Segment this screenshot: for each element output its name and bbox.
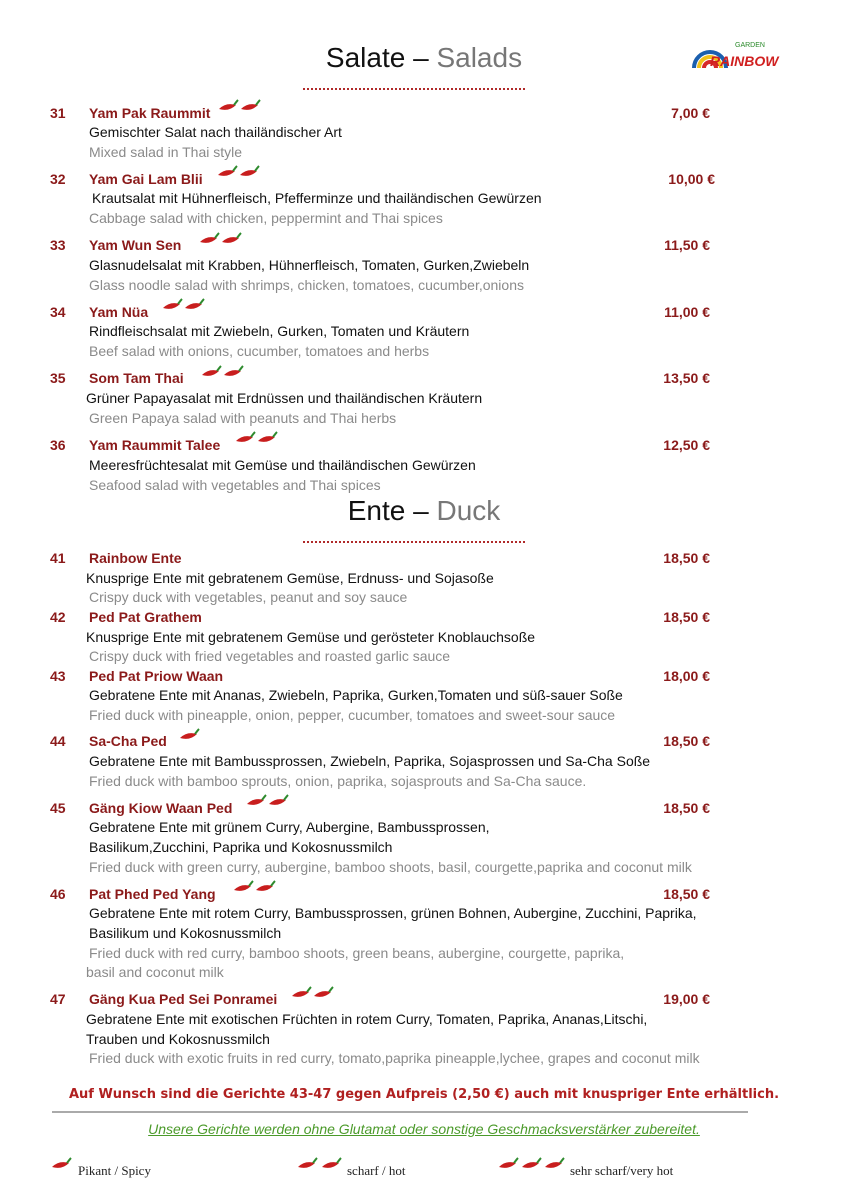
- item-name: Yam Wun Sen: [89, 237, 182, 253]
- item-desc-en: Mixed salad in Thai style: [89, 144, 243, 160]
- chili-icon: [232, 880, 254, 894]
- item-desc-en: basil and coconut milk: [86, 964, 224, 980]
- chili-icon: [198, 232, 220, 246]
- logo-small-text: GARDEN: [735, 42, 765, 49]
- chili-icon: [267, 794, 289, 808]
- item-desc-en: Fried duck with green curry, aubergine, bamboo shoots, basil, courgette,paprika and coconut milk: [89, 859, 692, 875]
- item-name: Ped Pat Grathem: [89, 609, 202, 625]
- item-desc-de: Glasnudelsalat mit Krabben, Hühnerfleisch, Tomaten, Gurken,Zwiebeln: [89, 257, 530, 273]
- chili-icon: [216, 165, 238, 179]
- item-desc-de: Rindfleischsalat mit Zwiebeln, Gurken, Tomaten und Kräutern: [89, 323, 470, 339]
- item-desc-en: Cabbage salad with chicken, peppermint and Thai spices: [89, 210, 443, 226]
- item-name: Gäng Kiow Waan Ped: [89, 800, 233, 816]
- item-desc-de: Gebratene Ente mit Bambussprossen, Zwiebeln, Paprika, Sojasprossen und Sa-Cha Soße: [89, 753, 651, 769]
- item-name: Yam Nüa: [89, 304, 149, 320]
- item-number: 34: [50, 304, 66, 320]
- item-desc-de: Grüner Papayasalat mit Erdnüssen und thailändischen Kräutern: [86, 390, 483, 406]
- chili-icon: [296, 1157, 318, 1171]
- chili-icon: [245, 794, 267, 808]
- item-price: 7,00 €: [671, 105, 710, 121]
- chili-icon: [312, 986, 334, 1000]
- logo-main-text: RAINBOW: [710, 53, 779, 69]
- item-desc-de: Basilikum,Zucchini, Paprika und Kokosnussmilch: [89, 839, 393, 855]
- item-desc-en: Green Papaya salad with peanuts and Thai herbs: [89, 410, 397, 426]
- item-name: Rainbow Ente: [89, 550, 182, 566]
- item-number: 45: [50, 800, 66, 816]
- item-price: 11,00 €: [664, 304, 710, 320]
- chili-icon: [217, 99, 239, 113]
- item-name: Ped Pat Priow Waan: [89, 668, 224, 684]
- chili-icon: [222, 365, 244, 379]
- item-number: 36: [50, 437, 66, 453]
- item-number: 47: [50, 991, 66, 1007]
- salads-title-de: Salate: [325, 42, 406, 73]
- item-desc-en: Crispy duck with fried vegetables and roasted garlic sauce: [89, 648, 451, 664]
- duck-title-en: Duck: [436, 495, 501, 526]
- item-desc-en: Seafood salad with vegetables and Thai spices: [89, 477, 381, 493]
- item-number: 33: [50, 237, 66, 253]
- item-name: Yam Gai Lam Blii: [89, 171, 203, 187]
- item-desc-en: Fried duck with bamboo sprouts, onion, paprika, sojasprouts and Sa-Cha sauce.: [89, 773, 587, 789]
- item-name: Som Tam Thai: [89, 370, 184, 386]
- item-price: 18,00 €: [663, 668, 710, 684]
- item-desc-de: Basilikum und Kokosnussmilch: [89, 925, 282, 941]
- item-price: 18,50 €: [663, 550, 710, 566]
- item-name: Yam Pak Raummit: [89, 105, 211, 121]
- chili-icon: [161, 298, 183, 312]
- salads-title-en: Salads: [436, 42, 523, 73]
- chili-icon: [50, 1157, 72, 1171]
- item-price: 18,50 €: [663, 733, 710, 749]
- chili-icon: [220, 232, 242, 246]
- item-desc-en: Crispy duck with vegetables, peanut and soy sauce: [89, 589, 408, 605]
- legend-very-hot-label: sehr scharf/very hot: [570, 1163, 674, 1178]
- item-number: 32: [50, 171, 66, 187]
- chili-icon: [178, 728, 200, 742]
- item-price: 18,50 €: [663, 609, 710, 625]
- item-desc-en: Fried duck with red curry, bamboo shoots, green beans, aubergine, courgette, paprika,: [89, 945, 625, 961]
- item-name: Pat Phed Ped Yang: [89, 886, 216, 902]
- item-desc-de: Gebratene Ente mit grünem Curry, Aubergine, Bambussprossen,: [89, 819, 490, 835]
- chili-icon: [256, 431, 278, 445]
- item-desc-de: Trauben und Kokosnussmilch: [86, 1031, 270, 1047]
- item-name: Sa-Cha Ped: [89, 733, 167, 749]
- chili-icon: [543, 1157, 565, 1171]
- chili-icon: [238, 165, 260, 179]
- item-desc-de: Gebratene Ente mit rotem Curry, Bambussprossen, grünen Bohnen, Aubergine, Zucchini, Paprika,: [89, 905, 697, 921]
- chili-icon: [497, 1157, 519, 1171]
- salads-section-title: [0, 42, 848, 74]
- item-desc-en: Fried duck with pineapple, onion, pepper, cucumber, tomatoes and sweet-sour sauce: [89, 707, 616, 723]
- item-desc-de: Knusprige Ente mit gebratenem Gemüse und gerösteter Knoblauchsoße: [86, 629, 536, 645]
- item-price: 18,50 €: [663, 886, 710, 902]
- item-price: 19,00 €: [663, 991, 710, 1007]
- item-desc-de: Meeresfrüchtesalat mit Gemüse und thailändischen Gewürzen: [89, 457, 476, 473]
- item-desc-en: Glass noodle salad with shrimps, chicken, tomatoes, cucumber,onions: [89, 277, 524, 293]
- item-price: 18,50 €: [663, 800, 710, 816]
- item-number: 42: [50, 609, 66, 625]
- item-desc-de: Krautsalat mit Hühnerfleisch, Pfefferminze und thailändischen Gewürzen: [92, 190, 542, 206]
- duck-title-de: Ente: [347, 495, 406, 526]
- crispy-duck-note: Auf Wunsch sind die Gerichte 43-47 gegen Aufpreis (2,50 €) auch mit knuspriger Ente erhältlich.: [68, 1087, 780, 1102]
- item-number: 43: [50, 668, 66, 684]
- no-msg-note: Unsere Gerichte werden ohne Glutamat oder sonstige Geschmacksverstärker zubereitet.: [148, 1121, 700, 1137]
- item-desc-de: Gebratene Ente mit Ananas, Zwiebeln, Paprika, Gurken,Tomaten und süß-sauer Soße: [89, 687, 623, 703]
- duck-title-sep: –: [413, 495, 429, 526]
- duck-section-title: [0, 495, 848, 527]
- item-name: Yam Raummit Talee: [89, 437, 221, 453]
- item-number: 46: [50, 886, 66, 902]
- legend-spicy-label: Pikant / Spicy: [78, 1163, 151, 1178]
- item-desc-en: Fried duck with exotic fruits in red curry, tomato,paprika pineapple,lychee, grapes and coconut milk: [89, 1050, 700, 1066]
- chili-icon: [234, 431, 256, 445]
- item-price: 11,50 €: [664, 237, 710, 253]
- item-number: 31: [50, 105, 66, 121]
- item-price: 13,50 €: [663, 370, 710, 386]
- item-number: 41: [50, 550, 66, 566]
- duck-divider: [303, 541, 525, 543]
- item-desc-de: Gemischter Salat nach thailändischer Art: [89, 124, 342, 140]
- item-number: 44: [50, 733, 66, 749]
- salads-title-sep: –: [413, 42, 429, 73]
- chili-icon: [254, 880, 276, 894]
- item-price: 10,00 €: [668, 171, 715, 187]
- chili-icon: [200, 365, 222, 379]
- item-number: 35: [50, 370, 66, 386]
- item-desc-de: Gebratene Ente mit exotischen Früchten in rotem Curry, Tomaten, Paprika, Ananas,Litschi,: [86, 1011, 648, 1027]
- chili-icon: [239, 99, 261, 113]
- chili-icon: [320, 1157, 342, 1171]
- item-price: 12,50 €: [663, 437, 710, 453]
- footer-rule: [52, 1111, 748, 1113]
- chili-icon: [183, 298, 205, 312]
- item-name: Gäng Kua Ped Sei Ponramei: [89, 991, 278, 1007]
- salads-divider: [303, 88, 525, 90]
- item-desc-de: Knusprige Ente mit gebratenem Gemüse, Erdnuss- und Sojasoße: [86, 570, 494, 586]
- chili-icon: [290, 986, 312, 1000]
- item-desc-en: Beef salad with onions, cucumber, tomatoes and herbs: [89, 343, 430, 359]
- legend-hot-label: scharf / hot: [347, 1163, 406, 1178]
- chili-icon: [520, 1157, 542, 1171]
